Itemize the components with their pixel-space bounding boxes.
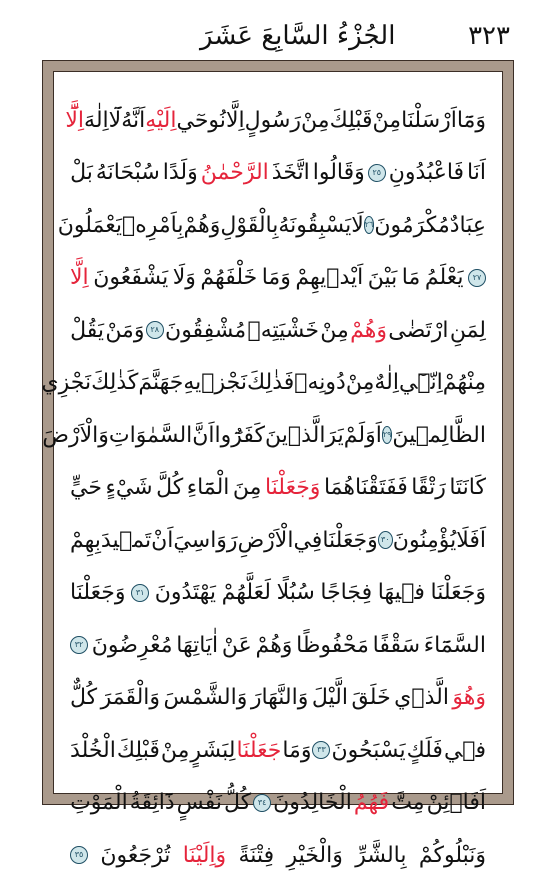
word: بَيْنَ [367, 265, 398, 291]
word: كَذٰلِكَ [91, 370, 139, 396]
text-line [70, 147, 486, 200]
word: ارْتَضٰى [388, 317, 449, 343]
ayah-number-marker: ٣٤ [253, 794, 271, 812]
text-line [70, 672, 486, 725]
word: مَا [401, 265, 421, 291]
word: اِلَّا [225, 107, 245, 133]
text-line [70, 514, 486, 567]
word: وَجَعَلْنَا [322, 527, 378, 553]
text-line [41, 357, 486, 410]
word: اَفَا۬ئِنْ [426, 790, 486, 816]
word: ف۪ي [443, 737, 486, 763]
word: خَلَقَ [351, 685, 391, 711]
word: اٰيَاتِهَا [176, 632, 219, 658]
ayah-number-marker: ٢٦ [364, 216, 375, 234]
word: الَّذ۪ينَ [265, 422, 326, 448]
word: وَمَنْ [105, 317, 145, 343]
ayah-number-marker: ٢٥ [368, 164, 386, 182]
word: الَّذ۪ي [394, 685, 449, 711]
word: بِاَمْرِه۪ [122, 212, 184, 238]
word: اَنَّ [192, 422, 215, 448]
word: مُعْرِضُونَ [91, 632, 173, 658]
word: ف۪يهَا [377, 580, 425, 606]
word: اَنَّهُ [121, 107, 146, 133]
ayah-number-marker: ٣٠ [378, 531, 393, 549]
word: مِنَ [232, 475, 262, 501]
text-line [70, 462, 486, 515]
word: مِنْ [345, 370, 375, 396]
word: مِتَّ [391, 790, 425, 816]
word: كُلَّ [156, 475, 184, 501]
word: اتَّخَذَ [271, 160, 310, 186]
word: سُبْحَانَهُ [95, 160, 160, 186]
word: السَّمٰوَاتِ [108, 422, 193, 448]
highlighted-word: اِلَيْهِ [145, 107, 177, 133]
word: وَالشَّمْسَ [163, 685, 248, 711]
word: يَسْبَحُونَ [331, 737, 406, 763]
word: دُونِه۪ [294, 370, 346, 396]
word: اَرْسَلْنَا [401, 107, 457, 133]
word: تُرْجَعُونَ [100, 842, 171, 868]
word: بِالشَّرِّ [355, 842, 407, 868]
highlighted-word: وَجَعَلْنَا [264, 475, 321, 501]
word: وَمَا [261, 265, 291, 291]
word: وَالْقَمَرَ [100, 685, 161, 711]
word: يَهْتَدُونَ [154, 580, 216, 606]
text-line [70, 619, 486, 672]
word: حَيٍّ [70, 475, 102, 501]
word: الْمَوْتِ [70, 790, 128, 816]
word: يُؤْمِنُونَ [392, 527, 457, 553]
text-line [70, 829, 486, 882]
word: نَجْزِي [41, 370, 92, 396]
word: يَعْمَلُونَ [57, 212, 123, 238]
page-number: ٣٢٣ [468, 21, 510, 51]
word: قَبْلِكَ [116, 737, 160, 763]
highlighted-word: وَهُمْ [350, 317, 387, 343]
word: مِنْ [372, 107, 402, 133]
ayah-number-marker: ٣٥ [70, 846, 88, 864]
word: وَهُمْ [255, 632, 293, 658]
word: فِتْنَةً [238, 842, 275, 868]
page-border-inner [41, 71, 503, 868]
word: وَقَالُوا [312, 160, 365, 186]
word: وَالنَّهَارَ [250, 685, 309, 711]
word: اِنّ۪ٓي [399, 370, 443, 396]
word: سُبُلًا [276, 580, 315, 606]
page-header [40, 16, 510, 56]
word: اَفَلَا [456, 527, 486, 553]
word: وَجَعَلْنَا [430, 580, 486, 606]
word: الْمَٓاءِ [186, 475, 230, 501]
word: شَيْءٍ [105, 475, 153, 501]
word: كُلُّ [223, 790, 252, 816]
word: قَبْلِكَ [329, 107, 373, 133]
word: يَعْلَمُ [424, 265, 464, 291]
juz-title: الجُزْءُ السَّابِعَ عَشَرَ [200, 21, 396, 51]
ayah-number-marker: ٣١ [131, 584, 149, 602]
word: مِنْ [320, 317, 349, 343]
word: الْخُلْدَ [70, 737, 116, 763]
highlighted-word: وَهُوَ [452, 685, 486, 711]
ayah-number-marker: ٣٣ [312, 741, 330, 759]
word: نُوحٓي [176, 107, 226, 133]
word: رَوَاسِيَ [173, 527, 238, 553]
word: يَقُلْ [70, 317, 105, 343]
word: الْخَالِدُونَ [273, 790, 352, 816]
word: لَٓا [108, 107, 122, 133]
word: وَالْخَيْرِ [286, 842, 343, 868]
word: يَسْبِقُونَهُ [278, 212, 352, 238]
word: يَرَ [325, 422, 344, 448]
word: الَّيْلَ [311, 685, 348, 711]
word: وَجَعَلْنَا [70, 580, 126, 606]
word: اِلٰهَ [84, 107, 109, 133]
word: لِبَشَرٍ [190, 737, 236, 763]
word: اَوَلَمْ [343, 422, 382, 448]
highlighted-word: جَعَلْنَا [236, 737, 282, 763]
word: وَلَا [172, 265, 196, 291]
word: السَّمَٓاءَ [423, 632, 486, 658]
word: بِالْقَوْلِ [220, 212, 279, 238]
word: اَنَا [467, 160, 486, 186]
word: مَحْفُوظًا [296, 632, 369, 658]
ayah-number-marker: ٢٩ [382, 426, 393, 444]
word: لَعَلَّهُمْ [221, 580, 271, 606]
text-line [70, 304, 486, 357]
word: رَسُولٍ [244, 107, 302, 133]
word: عَنْ [221, 632, 252, 658]
word: فِي [293, 527, 323, 553]
word: ذَٓائِقَةُ [129, 790, 175, 816]
highlighted-word: الرَّحْمٰنُ [200, 160, 269, 186]
word: وَهُمْ [183, 212, 221, 238]
text-line [42, 409, 486, 462]
text-line [70, 777, 486, 830]
page-border-outer [41, 60, 514, 868]
ayah-number-marker: ٣٢ [70, 636, 88, 654]
text-line [57, 199, 486, 252]
word: وَمَٓا [456, 107, 486, 133]
ayah-number-marker: ٢٨ [146, 321, 164, 339]
highlighted-word: اِلَّٓا [65, 107, 85, 133]
quran-text-block [41, 94, 486, 868]
highlighted-word: وَاِلَيْنَا [182, 842, 227, 868]
word: فَاعْبُدُونِ [388, 160, 465, 186]
word: وَلَدًا [162, 160, 198, 186]
highlighted-word: اِلَّا [70, 265, 89, 291]
word: عِبَادٌ [449, 212, 486, 238]
text-line [70, 567, 486, 620]
word: بَلْ [70, 160, 93, 186]
word: خَلْفَهُمْ [200, 265, 258, 291]
word: اِلٰهٌ [374, 370, 399, 396]
word: جَهَنَّمَ [138, 370, 184, 396]
word: وَنَبْلُوكُمْ [418, 842, 486, 868]
word: مُكْرَمُونَ [374, 212, 450, 238]
word: فَذٰلِكَ [246, 370, 295, 396]
word: تَم۪يدَ [100, 527, 152, 553]
word: كَانَتَا [449, 475, 486, 501]
word: وَمَا [282, 737, 312, 763]
word: نَجْز۪يهِ [183, 370, 247, 396]
word: سَقْفًا [372, 632, 421, 658]
text-line [70, 724, 486, 777]
word: اَيْد۪يهِمْ [295, 265, 364, 291]
text-line [65, 94, 486, 147]
word: بِهِمْ [70, 527, 101, 553]
word: لِمَنِ [449, 317, 486, 343]
word: كَفَرُٓوا [214, 422, 266, 448]
word: فَلَكٍ [406, 737, 443, 763]
word: اَنْ [151, 527, 174, 553]
word: رَتْقًا [411, 475, 446, 501]
word: نَفْسٍ [176, 790, 222, 816]
word: خَشْيَتِه۪ [247, 317, 320, 343]
word: وَالْاَرْضَ [42, 422, 109, 448]
word: الظَّالِم۪ينَ [392, 422, 486, 448]
word: مُشْفِقُونَ [165, 317, 247, 343]
highlighted-word: فَهُمُ [353, 790, 390, 816]
word: كُلٌّ [70, 685, 98, 711]
word: مِنْ [301, 107, 330, 133]
word: فَفَتَقْنَاهُمَا [323, 475, 408, 501]
word: يَشْفَعُونَ [93, 265, 169, 291]
word: فِجَاجًا [320, 580, 373, 606]
word: مِنْ [160, 737, 190, 763]
word: مِنْهُمْ [442, 370, 486, 396]
word: الْاَرْضِ [237, 527, 294, 553]
ayah-number-marker: ٢٧ [468, 269, 486, 287]
word: لَا [351, 212, 364, 238]
text-line [70, 252, 486, 305]
